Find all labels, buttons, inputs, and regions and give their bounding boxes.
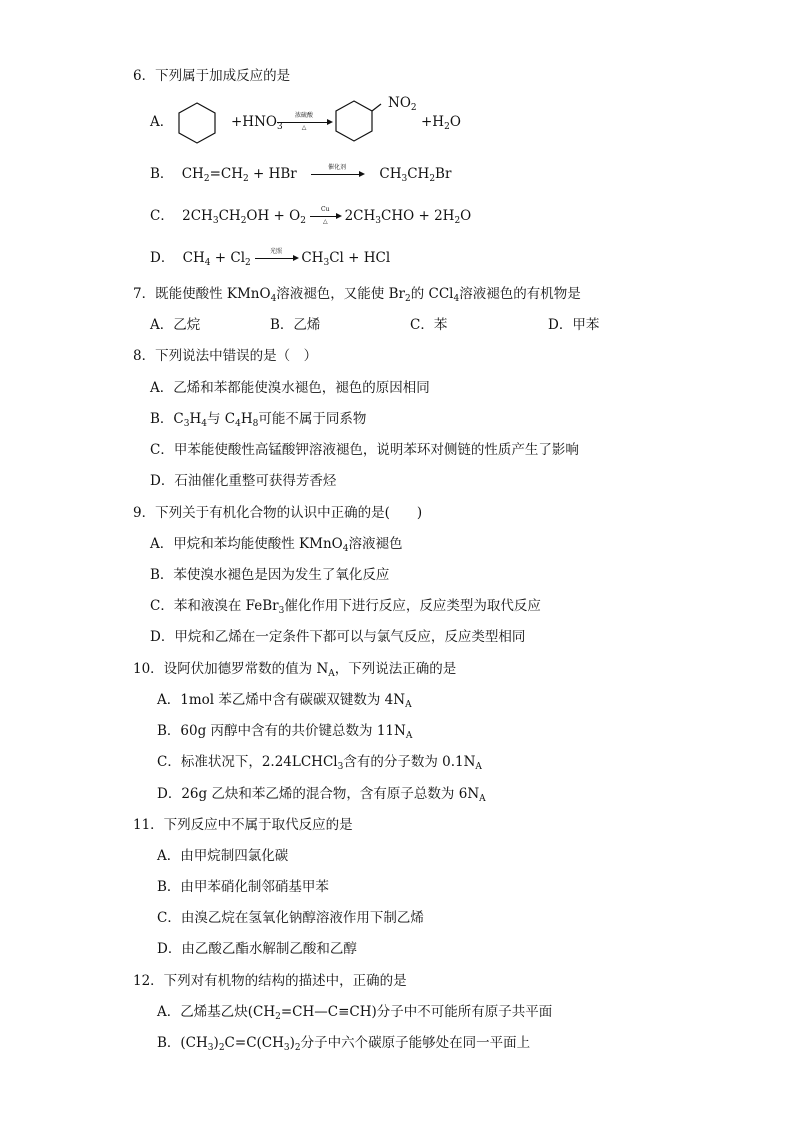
q7-option-c: C．苯 [410, 317, 448, 333]
q10-option-c: C．标准状况下，2.24LCHCl$_3$含有的分子数为 $0.1N_A$ [157, 754, 482, 772]
q11-option-b: B．由甲苯硝化制邻硝基甲苯 [157, 879, 329, 895]
q11-stem: 11．下列反应中不属于取代反应的是 [133, 817, 353, 833]
q6-option-a-no2: $NO_2$ [388, 95, 417, 113]
q6-option-a-water: $+H_2O$ [421, 114, 461, 132]
q11-option-d: D．由乙酸乙酯水解制乙酸和乙醇 [157, 941, 357, 957]
q8-option-a: A．乙烯和苯都能使溴水褪色，褪色的原因相同 [150, 380, 430, 396]
q9-option-b: B．苯使溴水褪色是因为发生了氧化反应 [150, 567, 390, 583]
q9-stem: 9．下列关于有机化合物的认识中正确的是( ) [133, 505, 423, 521]
q9-option-a: A．甲烷和苯均能使酸性 KMnO$_4$溶液褪色 [150, 536, 403, 554]
q9-option-c: C．苯和液溴在 FeBr$_3$催化作用下进行反应，反应类型为取代反应 [150, 598, 541, 616]
q6-option-a-reactant: $+HNO_3$ [231, 114, 283, 132]
nitrobenzene-icon [332, 98, 382, 144]
q7-option-a: A．乙烷 [150, 317, 201, 333]
q10-option-a: A．1mol 苯乙烯中含有碳碳双键数为 $4N_A$ [157, 692, 412, 710]
q12-stem: 12．下列对有机物的结构的描述中，正确的是 [133, 973, 407, 989]
q6-option-b: B． $CH_2=CH_2$ + HBr 催化剂 $CH_3CH_2Br$ [150, 163, 452, 184]
q9-option-d: D．甲烷和乙烯在一定条件下都可以与氯气反应，反应类型相同 [150, 629, 526, 645]
q6-stem: 6．下列属于加成反应的是 [133, 68, 291, 84]
q11-option-a: A．由甲烷制四氯化碳 [157, 848, 289, 864]
q7-option-d: D．甲苯 [548, 317, 600, 333]
q6-option-d: D． $CH_4 + Cl_2$ 光照 $CH_3Cl$ + HCl [150, 247, 391, 268]
q8-option-b: B．$C_3H_4$与 $C_4H_8$可能不属于同系物 [150, 411, 367, 429]
q8-option-c: C．甲苯能使酸性高锰酸钾溶液褪色，说明苯环对侧链的性质产生了影响 [150, 442, 579, 458]
q11-option-c: C．由溴乙烷在氢氧化钠醇溶液作用下制乙烯 [157, 910, 424, 926]
q7-stem: 7．既能使酸性 KMnO$_4$溶液褪色，又能使 $Br_2$的 CCl$_4$溶液褪色的有机物是 [133, 286, 581, 304]
q6-option-a-arrow: 浓硫酸 △ [277, 112, 331, 133]
q7-option-b: B．乙烯 [270, 317, 321, 333]
q12-option-b: B．$(CH_3)_2C=C(CH_3)_2$分子中六个碳原子能够处在同一平面上 [157, 1035, 531, 1053]
benzene-icon [175, 101, 219, 145]
q12-option-a: A．乙烯基乙炔$(CH_2=CH—C\equiv CH)$分子中不可能所有原子共平面 [157, 1004, 553, 1022]
q10-option-b: B．60g 丙醇中含有的共价键总数为 $11N_A$ [157, 723, 413, 741]
q10-option-d: D．26g 乙炔和苯乙烯的混合物，含有原子总数为 $6N_A$ [157, 786, 486, 804]
q6-option-c: C． $2CH_3CH_2OH + O_2$ Cu △ $2CH_3CHO + 2H_2O$ [150, 205, 472, 226]
q10-stem: 10．设阿伏加德罗常数的值为 $N_A$，下列说法正确的是 [133, 661, 457, 679]
q8-stem: 8．下列说法中错误的是（ ） [133, 348, 318, 364]
q8-option-d: D．石油催化重整可获得芳香烃 [150, 473, 337, 489]
q6-option-a-label: A． [150, 114, 174, 130]
